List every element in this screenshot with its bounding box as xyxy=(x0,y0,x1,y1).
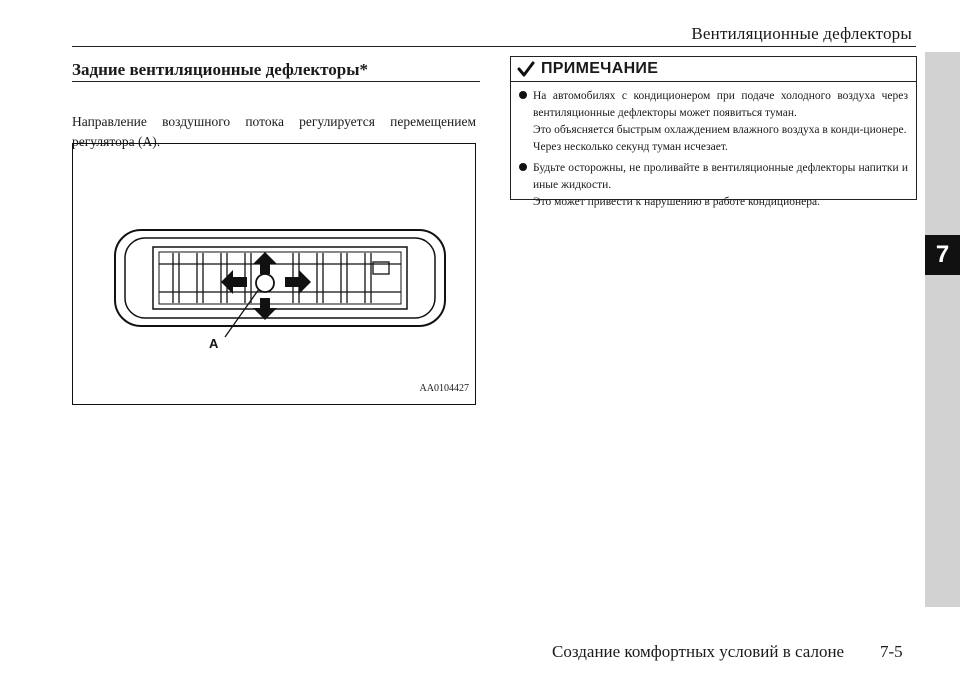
note-item-sub: Это может привести к нарушению в работе кондиционера. xyxy=(533,196,820,208)
section-rule xyxy=(72,81,480,82)
vent-housing-outer xyxy=(115,230,445,326)
note-header xyxy=(511,57,916,82)
note-box xyxy=(510,56,917,208)
chapter-side-tab xyxy=(925,52,960,607)
vent-louvres xyxy=(159,253,401,303)
note-item xyxy=(519,88,908,156)
chapter-number: 7 xyxy=(925,235,960,275)
vent-housing-inner xyxy=(125,238,435,318)
page-number: 7-5 xyxy=(880,642,903,661)
checkmark-icon xyxy=(517,60,535,78)
vent-grille-frame xyxy=(153,247,407,309)
figure-code: AA0104427 xyxy=(419,383,469,394)
note-item-main: На автомобилях с кондиционером при подаче холодного воздуха через вентиляционные дефлекторы может появиться туман. xyxy=(533,90,908,119)
section-title: Задние вентиляционные дефлекторы* xyxy=(72,60,369,79)
note-title: ПРИМЕЧАНИЕ xyxy=(541,60,659,77)
note-item-main: Будьте осторожны, не проливайте в вентиляционные дефлекторы напитки и иные жидкости. xyxy=(533,162,908,191)
bullet-icon xyxy=(519,91,527,99)
callout-line xyxy=(225,289,259,337)
header-title: Вентиляционные дефлекторы xyxy=(691,24,912,43)
note-item-sub: Это объясняется быстрым охлаждением влажного воздуха в конди-ционере. Через несколько секунд туман исчезает. xyxy=(533,124,907,153)
bullet-icon xyxy=(519,163,527,171)
vent-illustration xyxy=(73,144,475,404)
section-body-text: Направление воздушного потока регулируется перемещением регулятора (A). xyxy=(72,113,476,149)
note-item xyxy=(519,160,908,211)
callout-label-a: A xyxy=(209,336,219,351)
footer-chapter-title: Создание комфортных условий в салоне xyxy=(552,642,845,661)
vent-figure xyxy=(72,143,476,405)
note-list xyxy=(511,82,916,211)
header-rule xyxy=(72,46,916,47)
